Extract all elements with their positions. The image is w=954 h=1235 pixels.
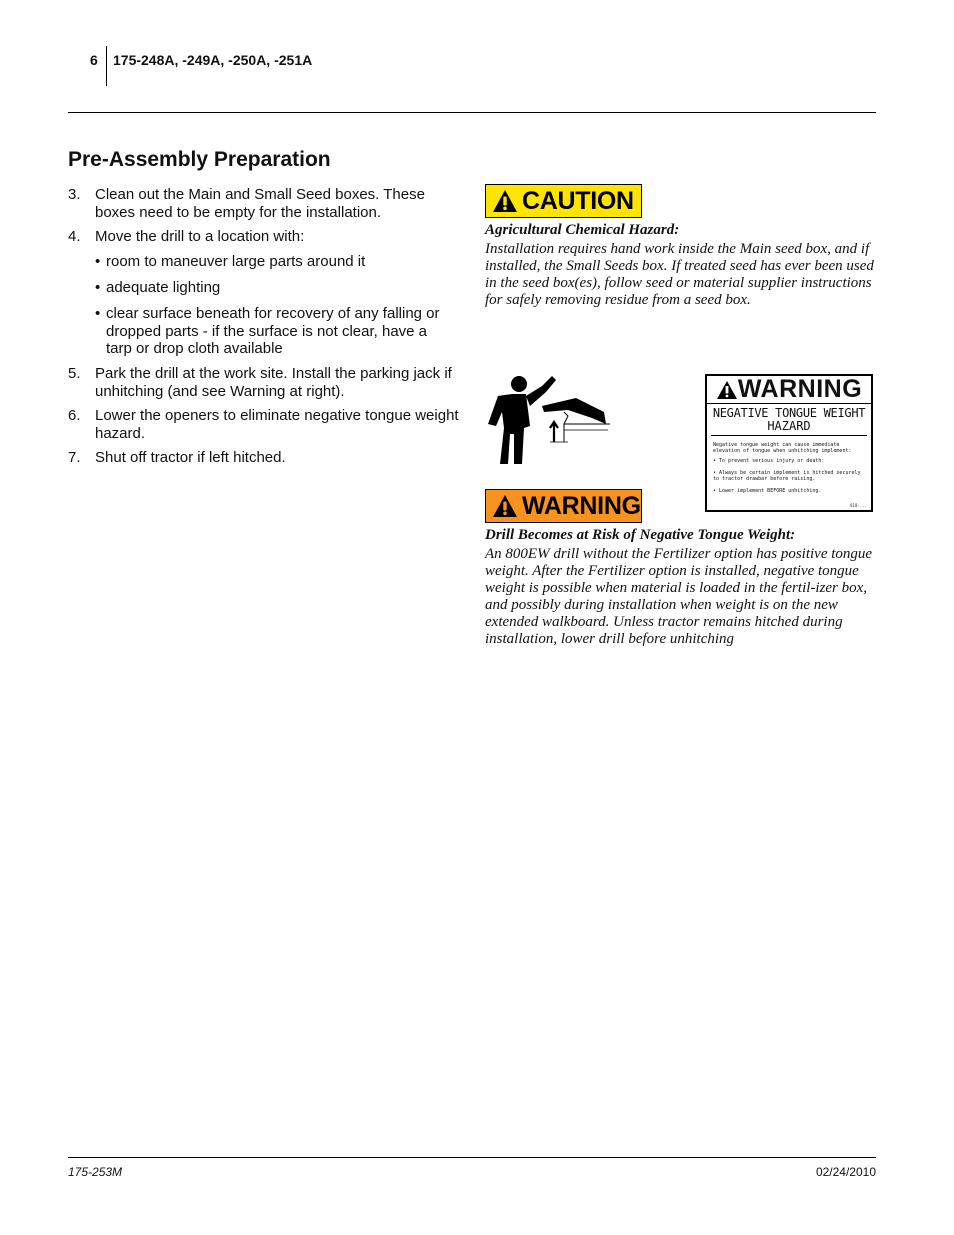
step-number: 3. <box>68 186 81 203</box>
page-number: 6 <box>90 52 98 68</box>
decal-part-code: 818-... <box>850 503 867 508</box>
decal-text: • Always be certain implement is hitched securely to tractor drawbar before raising. <box>713 470 861 482</box>
alert-triangle-icon <box>492 189 518 213</box>
step-number: 6. <box>68 407 81 424</box>
step-text: Clean out the Main and Small Seed boxes. These boxes need to be empty for the installation. <box>95 186 425 221</box>
warning-signal-word: WARNING <box>522 491 641 520</box>
caution-label <box>485 184 642 218</box>
alert-triangle-icon <box>716 380 738 400</box>
step-number: 4. <box>68 228 81 245</box>
step-7 <box>68 449 460 467</box>
bullet-item <box>95 305 457 358</box>
footer-rule <box>68 1157 876 1158</box>
warning-label <box>485 489 642 523</box>
decal-header <box>707 376 871 404</box>
step-number: 5. <box>68 365 81 382</box>
tongue-weight-pictogram <box>484 372 614 468</box>
decal-hazard-title: NEGATIVE TONGUE WEIGHT <box>712 406 866 420</box>
bullet-mark: • <box>95 305 101 322</box>
decal-text: • To prevent serious injury or death: <box>713 458 825 464</box>
step-text: Shut off tractor if left hitched. <box>95 449 286 466</box>
bullet-text: adequate lighting <box>106 279 221 296</box>
caution-body: Installation requires hand work inside the Main seed box, and if installed, the Small Seeds box. If treated seed has ever been used in the seed box(es), follow seed or material supplier instructions for safely removing residue from a seed box. <box>485 241 874 308</box>
bullet-mark: • <box>95 279 101 296</box>
decal-text: Negative tongue weight can cause immediate elevation of tongue when unhitching implement: <box>713 442 852 454</box>
step-text: Park the drill at the work site. Install the parking jack if unhitching (and see Warning at right). <box>95 365 452 400</box>
warning-heading: Drill Becomes at Risk of Negative Tongue Weight: <box>485 527 796 543</box>
bullet-item <box>95 253 457 271</box>
step-3 <box>68 186 460 221</box>
bullet-item <box>95 279 457 297</box>
header-rule <box>68 112 876 113</box>
footer-doc-number: 175-253M <box>68 1165 123 1179</box>
step-5 <box>68 365 460 400</box>
alert-triangle-icon <box>492 494 518 518</box>
decal-signal-word: WARNING <box>737 375 863 403</box>
section-title: Pre-Assembly Preparation <box>68 148 331 171</box>
step-text: Move the drill to a location with: <box>95 228 305 245</box>
decal-hazard-subtitle: HAZARD <box>767 419 811 433</box>
warning-decal <box>705 374 873 512</box>
footer-date: 02/24/2010 <box>815 1165 876 1179</box>
step-text: Lower the openers to eliminate negative tongue weight hazard. <box>95 407 459 442</box>
bullet-text: room to maneuver large parts around it <box>106 253 366 270</box>
decal-divider <box>711 435 867 436</box>
warning-body: An 800EW drill without the Fertilizer option has positive tongue weight. After the Fertilizer option is installed, negative tongue weight is possible when material is loaded in the fertil-izer box, and possibly during installation when weight is on the new extended walkboard. Unless tractor remains hitched during installation, lower drill before unhitching <box>485 546 873 647</box>
caution-heading: Agricultural Chemical Hazard: <box>485 222 680 238</box>
document-title: 175-248A, -249A, -250A, -251A <box>113 52 313 68</box>
bullet-mark: • <box>95 253 101 270</box>
header-divider <box>106 46 107 86</box>
caution-signal-word: CAUTION <box>522 186 634 215</box>
bullet-text: clear surface beneath for recovery of any falling or dropped parts - if the surface is not clear, have a tarp or drop cloth available <box>106 305 440 357</box>
step-number: 7. <box>68 449 81 466</box>
decal-text: • Lower implement BEFORE unhitching. <box>713 488 822 494</box>
step-6 <box>68 407 460 442</box>
step-4 <box>68 228 460 246</box>
